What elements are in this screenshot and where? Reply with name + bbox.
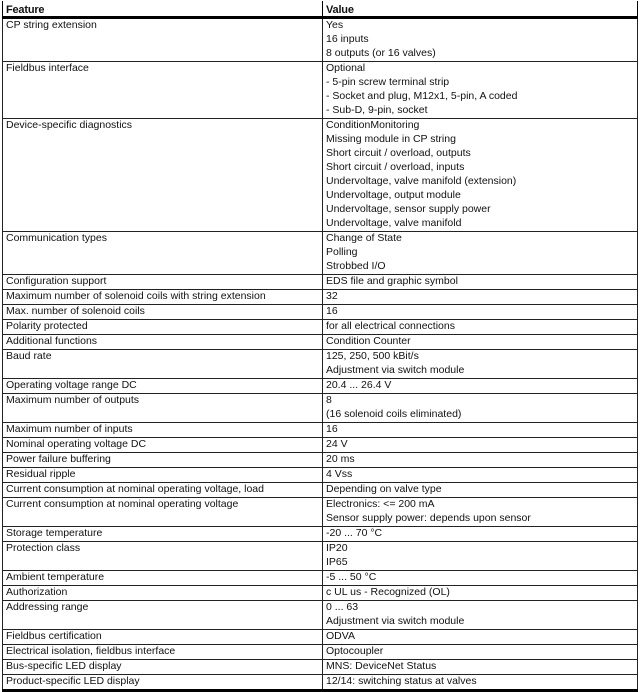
value-line: -5 ... 50 °C — [326, 571, 377, 583]
feature-label: Baud rate — [6, 350, 52, 362]
value-cell — [323, 305, 638, 320]
value-cell — [323, 350, 638, 379]
value-line: Optional — [326, 62, 366, 74]
feature-label: Polarity protected — [6, 320, 88, 332]
table-row — [3, 586, 638, 601]
feature-label: Product-specific LED display — [6, 675, 140, 687]
value-line: Adjustment via switch module — [326, 615, 465, 627]
value-line: (16 solenoid coils eliminated) — [326, 408, 462, 420]
spec-table-body — [3, 18, 638, 691]
table-row — [3, 630, 638, 645]
value-cell — [323, 601, 638, 630]
value-line: - Socket and plug, M12x1, 5-pin, A coded — [326, 90, 518, 102]
value-line: Undervoltage, valve manifold (extension) — [326, 175, 517, 187]
value-line: c UL us - Recognized (OL) — [326, 586, 450, 598]
feature-label: Maximum number of outputs — [6, 394, 140, 406]
value-line: Yes — [326, 19, 344, 31]
value-cell — [323, 498, 638, 527]
value-line: Optocoupler — [326, 645, 384, 657]
feature-label: Protection class — [6, 542, 81, 554]
feature-label: Configuration support — [6, 275, 107, 287]
table-row — [3, 483, 638, 498]
value-cell — [323, 290, 638, 305]
value-cell — [323, 119, 638, 232]
feature-label: CP string extension — [6, 19, 97, 31]
feature-cell — [3, 423, 323, 438]
feature-cell — [3, 630, 323, 645]
feature-label: Power failure buffering — [6, 453, 111, 465]
feature-cell — [3, 379, 323, 394]
feature-cell — [3, 675, 323, 691]
table-row — [3, 675, 638, 691]
feature-cell — [3, 394, 323, 423]
feature-label: Communication types — [6, 232, 107, 244]
value-cell — [323, 62, 638, 119]
feature-cell — [3, 305, 323, 320]
feature-label: Operating voltage range DC — [6, 379, 137, 391]
feature-cell — [3, 468, 323, 483]
table-row — [3, 542, 638, 571]
table-row — [3, 438, 638, 453]
feature-cell — [3, 232, 323, 275]
feature-cell — [3, 290, 323, 305]
value-line: -20 ... 70 °C — [326, 527, 383, 539]
table-row — [3, 62, 638, 119]
value-cell — [323, 320, 638, 335]
table-row — [3, 571, 638, 586]
table-row — [3, 305, 638, 320]
feature-cell — [3, 542, 323, 571]
value-line: Strobbed I/O — [326, 260, 386, 272]
feature-cell — [3, 62, 323, 119]
feature-label: Ambient temperature — [6, 571, 105, 583]
table-row — [3, 527, 638, 542]
value-cell — [323, 586, 638, 601]
feature-label: Device-specific diagnostics — [6, 119, 133, 131]
value-cell — [323, 675, 638, 691]
column-header-value: Value — [323, 1, 638, 18]
table-row — [3, 645, 638, 660]
value-line: Polling — [326, 246, 358, 258]
feature-label: Current consumption at nominal operating voltage — [6, 498, 239, 510]
feature-label: Storage temperature — [6, 527, 103, 539]
value-cell — [323, 453, 638, 468]
value-line: Short circuit / overload, outputs — [326, 147, 471, 159]
feature-cell — [3, 350, 323, 379]
feature-label: Fieldbus interface — [6, 62, 89, 74]
value-line: 12/14: switching status at valves — [326, 675, 477, 687]
table-row — [3, 601, 638, 630]
feature-cell — [3, 453, 323, 468]
feature-cell — [3, 601, 323, 630]
value-line: Undervoltage, valve manifold — [326, 217, 462, 229]
value-cell — [323, 423, 638, 438]
table-row — [3, 232, 638, 275]
table-row — [3, 498, 638, 527]
feature-label: Authorization — [6, 586, 68, 598]
value-line: Adjustment via switch module — [326, 364, 465, 376]
value-line: - Sub-D, 9-pin, socket — [326, 104, 428, 116]
value-line: Depending on valve type — [326, 483, 442, 495]
feature-cell — [3, 498, 323, 527]
feature-label: Electrical isolation, fieldbus interface — [6, 645, 176, 657]
value-cell — [323, 542, 638, 571]
value-line: IP65 — [326, 556, 348, 568]
value-line: ODVA — [326, 630, 355, 642]
value-line: 16 inputs — [326, 33, 369, 45]
value-line: IP20 — [326, 542, 348, 554]
table-row — [3, 468, 638, 483]
table-row — [3, 423, 638, 438]
feature-label: Nominal operating voltage DC — [6, 438, 147, 450]
value-line: 0 ... 63 — [326, 601, 359, 613]
table-row — [3, 275, 638, 290]
table-row — [3, 18, 638, 62]
value-line: 20 ms — [326, 453, 355, 465]
table-row — [3, 394, 638, 423]
table-row — [3, 335, 638, 350]
value-line: 8 — [326, 394, 332, 406]
value-line: - 5-pin screw terminal strip — [326, 76, 450, 88]
value-cell — [323, 483, 638, 498]
value-line: ConditionMonitoring — [326, 119, 420, 131]
feature-cell — [3, 438, 323, 453]
value-line: 16 — [326, 305, 338, 317]
value-line: for all electrical connections — [326, 320, 455, 332]
value-line: 20.4 ... 26.4 V — [326, 379, 392, 391]
value-line: Condition Counter — [326, 335, 411, 347]
feature-cell — [3, 335, 323, 350]
value-line: Sensor supply power: depends upon sensor — [326, 512, 531, 524]
feature-label: Fieldbus certification — [6, 630, 102, 642]
value-line: Undervoltage, output module — [326, 189, 461, 201]
value-line: 32 — [326, 290, 338, 302]
feature-cell — [3, 275, 323, 290]
feature-label: Bus-specific LED display — [6, 660, 122, 672]
value-line: MNS: DeviceNet Status — [326, 660, 437, 672]
feature-cell — [3, 527, 323, 542]
feature-cell — [3, 18, 323, 62]
value-line: 24 V — [326, 438, 348, 450]
value-cell — [323, 438, 638, 453]
feature-cell — [3, 119, 323, 232]
feature-cell — [3, 571, 323, 586]
value-line: EDS file and graphic symbol — [326, 275, 458, 287]
value-line: 8 outputs (or 16 valves) — [326, 47, 436, 59]
feature-label: Maximum number of inputs — [6, 423, 133, 435]
value-line: 16 — [326, 423, 338, 435]
spec-table — [2, 1, 638, 692]
value-line: Missing module in CP string — [326, 133, 456, 145]
value-cell — [323, 232, 638, 275]
feature-cell — [3, 645, 323, 660]
feature-cell — [3, 320, 323, 335]
value-cell — [323, 379, 638, 394]
feature-label: Max. number of solenoid coils — [6, 305, 145, 317]
value-cell — [323, 527, 638, 542]
value-line: 125, 250, 500 kBit/s — [326, 350, 419, 362]
feature-label: Additional functions — [6, 335, 98, 347]
value-cell — [323, 630, 638, 645]
column-header-feature: Feature — [3, 1, 323, 18]
value-cell — [323, 18, 638, 62]
feature-label: Current consumption at nominal operating voltage, load — [6, 483, 264, 495]
value-cell — [323, 335, 638, 350]
value-cell — [323, 645, 638, 660]
table-row — [3, 320, 638, 335]
table-row — [3, 119, 638, 232]
value-cell — [323, 468, 638, 483]
table-row — [3, 453, 638, 468]
value-cell — [323, 394, 638, 423]
value-line: Change of State — [326, 232, 402, 244]
feature-label: Residual ripple — [6, 468, 76, 480]
value-line: Electronics: <= 200 mA — [326, 498, 435, 510]
table-row — [3, 379, 638, 394]
value-cell — [323, 275, 638, 290]
value-cell — [323, 571, 638, 586]
feature-label: Maximum number of solenoid coils with string extension — [6, 290, 266, 302]
feature-cell — [3, 586, 323, 601]
feature-cell — [3, 483, 323, 498]
table-row — [3, 350, 638, 379]
header-row — [3, 1, 638, 18]
value-line: Undervoltage, sensor supply power — [326, 203, 491, 215]
value-line: 4 Vss — [326, 468, 353, 480]
table-row — [3, 290, 638, 305]
value-line: Short circuit / overload, inputs — [326, 161, 465, 173]
feature-label: Addressing range — [6, 601, 89, 613]
